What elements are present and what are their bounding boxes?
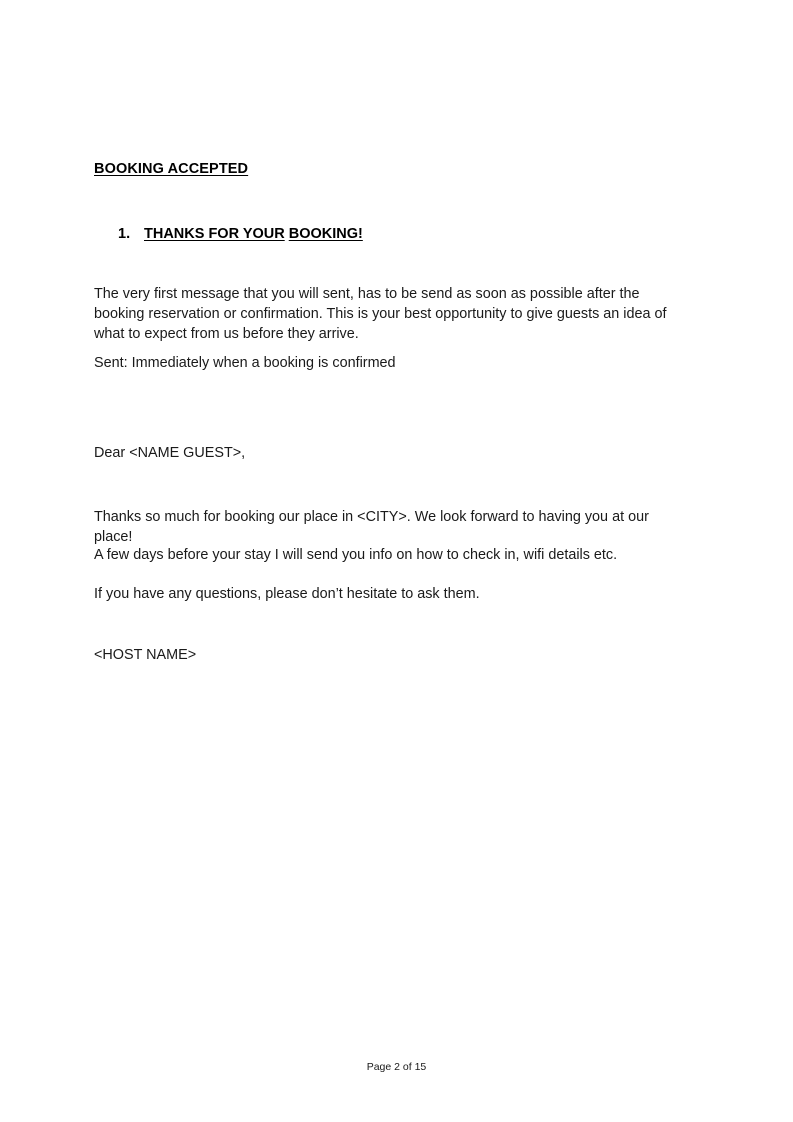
page-title	[94, 161, 248, 177]
letter-paragraph-1: Thanks so much for booking our place in <CITY>. We look forward to having you at our place!	[94, 509, 649, 546]
intro-paragraph: The very first message that you will sent, has to be send as soon as possible after the booking reservation or confirmation. This is your best opportunity to give guests an idea of what to expect from us before they arrive.	[94, 286, 667, 343]
page-title-text: BOOKING ACCEPTED	[94, 161, 249, 177]
letter-salutation: Dear <NAME GUEST>,	[94, 445, 246, 461]
section-heading	[118, 226, 363, 242]
page-footer: Page 2 of 15	[366, 1061, 427, 1073]
letter-paragraph-2: A few days before your stay I will send you info on how to check in, wifi details etc.	[94, 547, 618, 563]
section-heading-text-part2: BOOKING!	[288, 226, 363, 242]
section-heading-text-part1: THANKS FOR YOUR	[144, 226, 285, 242]
letter-paragraph-3: If you have any questions, please don’t hesitate to ask them.	[94, 586, 480, 602]
sent-timing-line: Sent: Immediately when a booking is confirmed	[94, 355, 396, 371]
letter-signature: <HOST NAME>	[94, 647, 197, 663]
section-number: 1.	[118, 226, 131, 242]
